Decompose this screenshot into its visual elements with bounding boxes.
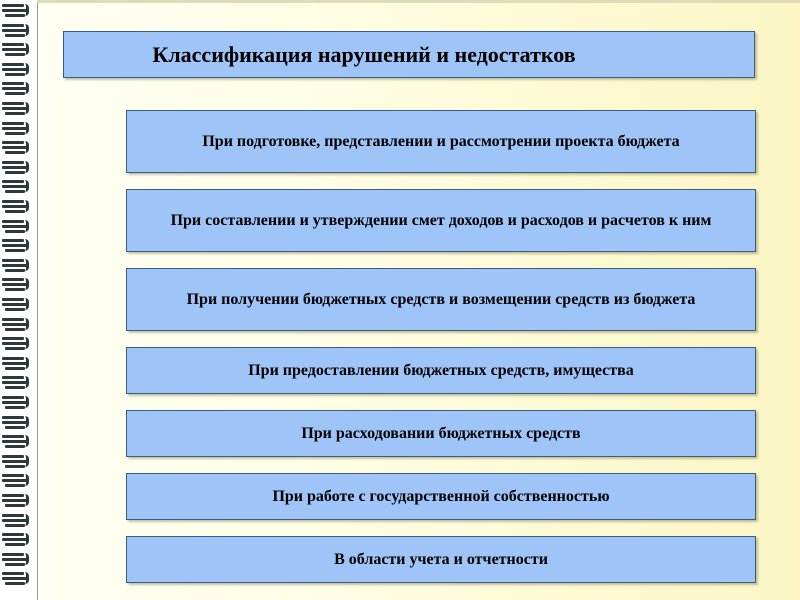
binding-ring	[2, 513, 28, 527]
category-label: При предоставлении бюджетных средств, имущества	[248, 362, 634, 379]
binding-ring	[2, 3, 28, 17]
category-label: При подготовке, представлении и рассмотрении проекта бюджета	[202, 133, 680, 150]
binding-ring	[2, 81, 28, 95]
binding-ring	[2, 395, 28, 409]
binding-ring	[2, 121, 28, 135]
binding-ring	[2, 42, 28, 56]
binding-ring	[2, 238, 28, 252]
binding-ring	[2, 101, 28, 115]
binding-ring	[2, 297, 28, 311]
binding-ring	[2, 356, 28, 370]
binding-ring	[2, 336, 28, 350]
category-box-providing-funds	[126, 347, 756, 394]
slide-title: Классификация нарушений и недостатков	[152, 41, 576, 67]
binding-ring	[2, 454, 28, 468]
binding-ring	[2, 199, 28, 213]
binding-ring	[2, 62, 28, 76]
binding-ring	[2, 277, 28, 291]
binding-ring	[2, 473, 28, 487]
binding-ring	[2, 258, 28, 272]
binding-ring	[2, 317, 28, 331]
binding-ring	[2, 23, 28, 37]
binding-ring	[2, 160, 28, 174]
binding-ring	[2, 434, 28, 448]
binding-ring	[2, 140, 28, 154]
category-label: При составлении и утверждении смет доходов и расходов и расчетов к ним	[170, 212, 712, 229]
binding-ring	[2, 493, 28, 507]
binding-ring	[2, 219, 28, 233]
sheet-edge	[37, 0, 800, 3]
category-label: В области учета и отчетности	[334, 551, 548, 568]
title-box	[63, 31, 755, 78]
category-box-receiving-funds	[126, 268, 756, 331]
binding-ring	[2, 532, 28, 546]
category-label: При работе с государственной собственностью	[272, 488, 610, 505]
spiral-binding-icon	[0, 0, 32, 600]
binding-ring	[2, 375, 28, 389]
binding-ring	[2, 571, 28, 585]
binding-ring	[2, 179, 28, 193]
category-box-state-property	[126, 473, 756, 520]
category-label: При расходовании бюджетных средств	[301, 425, 581, 442]
category-box-estimates	[126, 189, 756, 252]
category-label: При получении бюджетных средств и возмещении средств из бюджета	[186, 291, 696, 308]
category-box-accounting	[126, 536, 756, 583]
category-box-spending	[126, 410, 756, 457]
category-box-budget-draft	[126, 110, 756, 173]
binding-ring	[2, 552, 28, 566]
binding-ring	[2, 415, 28, 429]
